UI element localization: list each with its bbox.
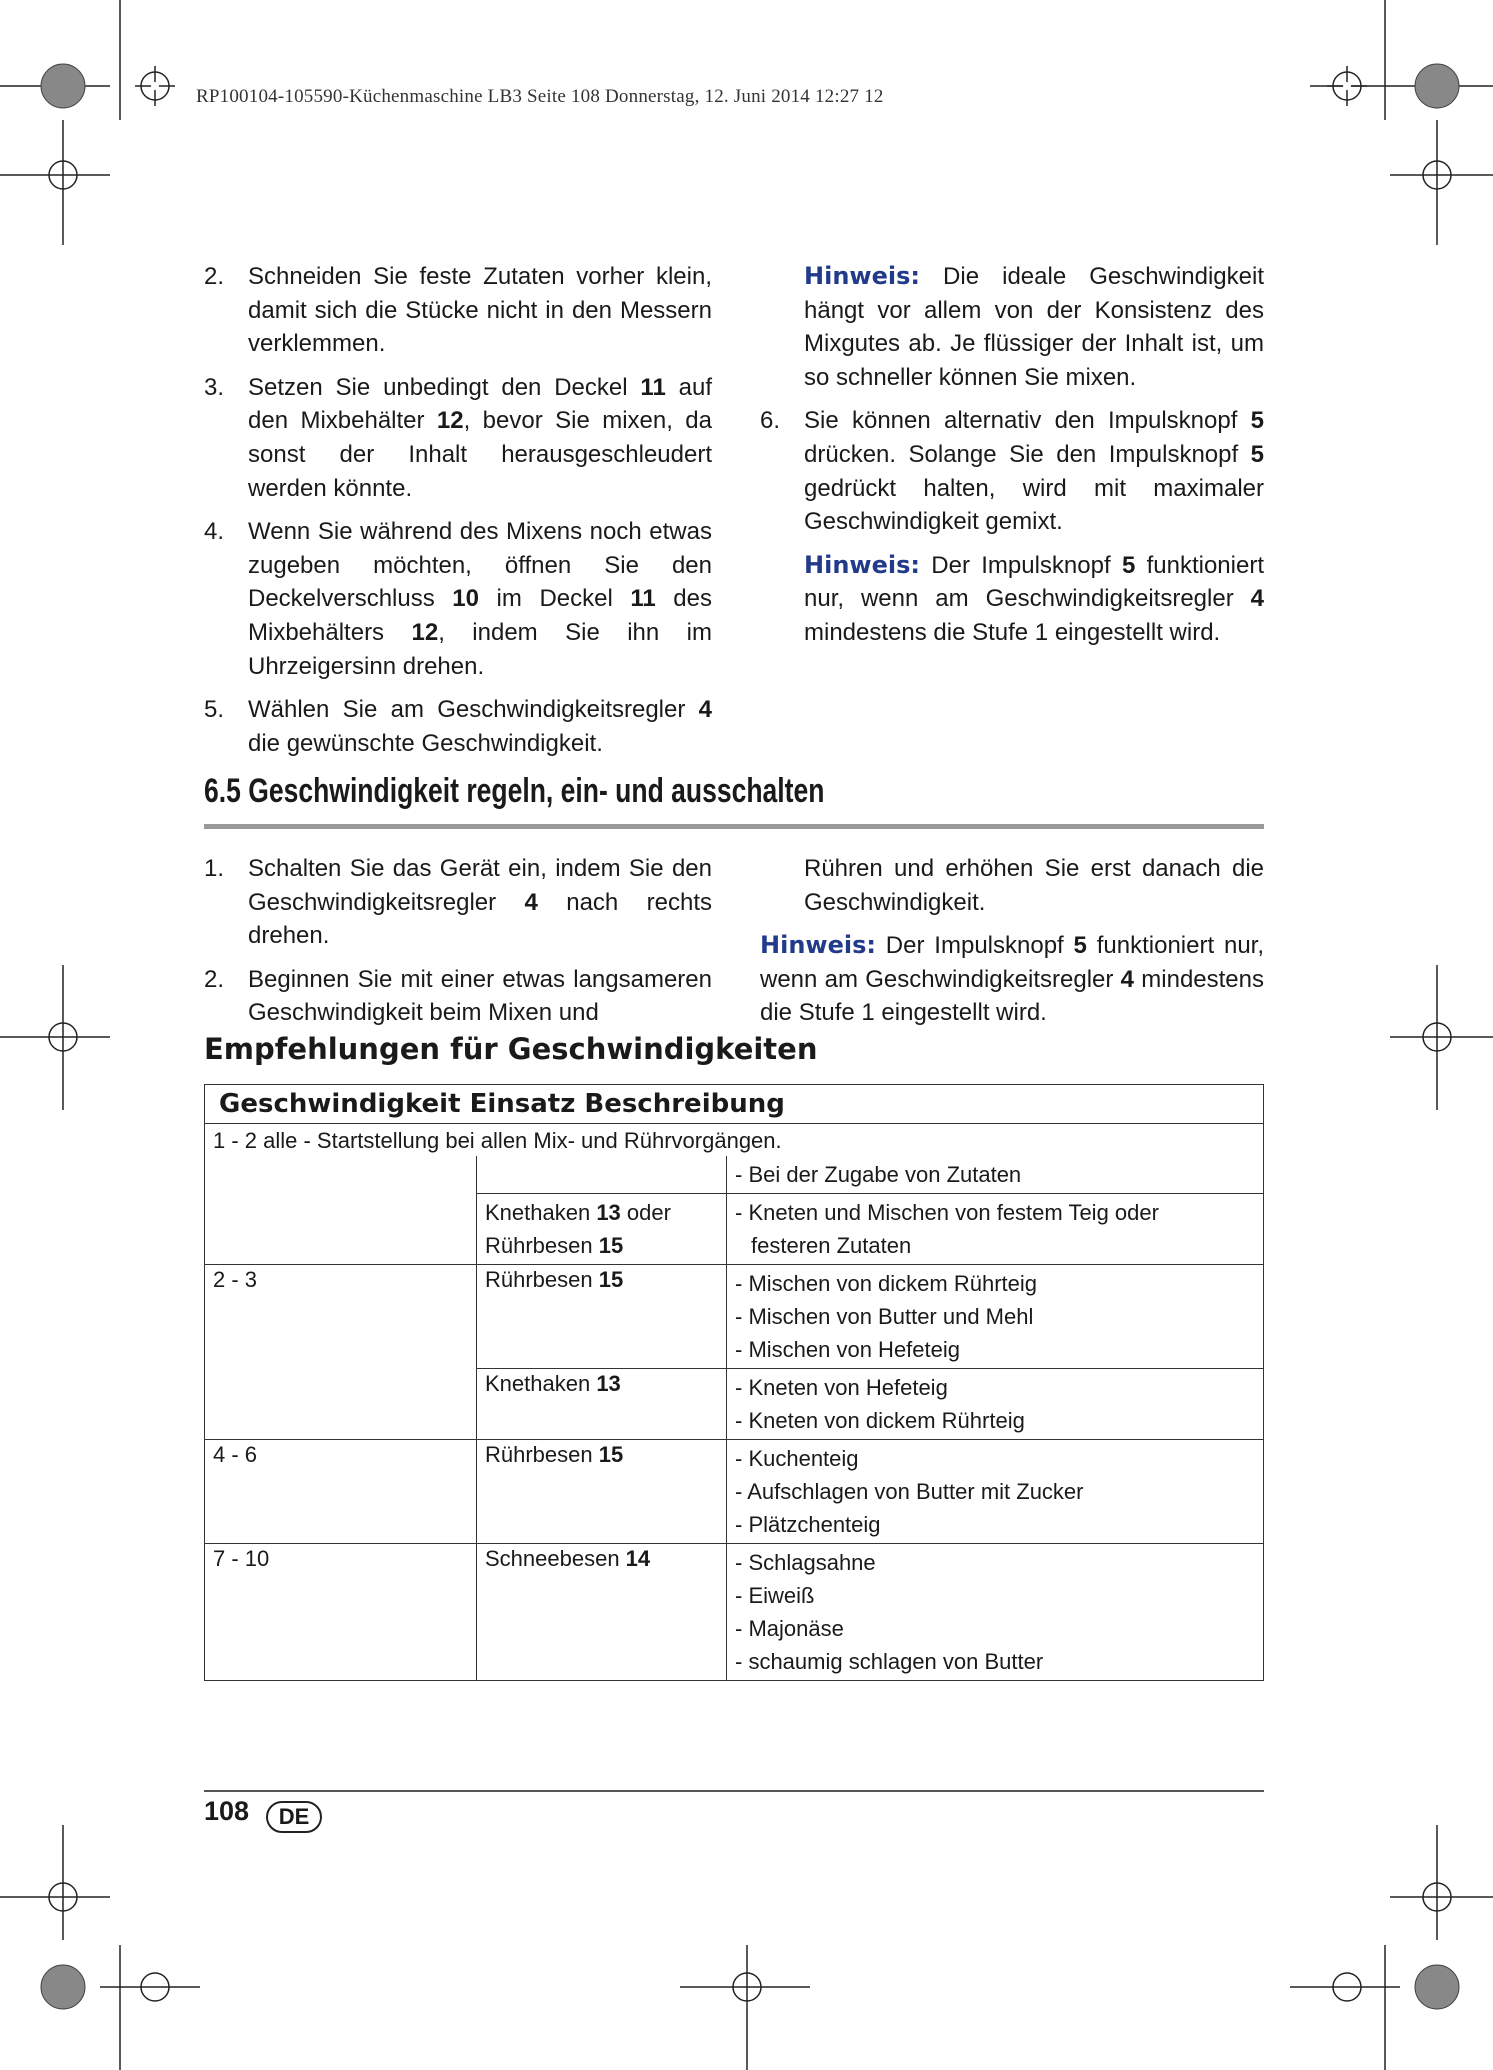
speed-cell: 7 - 10 — [205, 1544, 477, 1681]
tool-cell — [477, 1156, 727, 1194]
tool-cell: Knethaken 13 oder Rührbesen 15 — [477, 1194, 727, 1265]
speed-cell — [205, 1156, 477, 1194]
list-item: 4. Wenn Sie während des Mixens noch etwas zugeben möchten, öffnen Sie den Deckelverschluss 10 im Deckel 11 des Mixbehälters 12, indem Sie ihn im Uhrzeigersinn drehen. — [204, 518, 712, 680]
list-item: 6. Sie können alternativ den Impulsknopf 5 drücken. Solange Sie den Impulsknopf 5 gedrückt halten, wird mit maximaler Geschwindigkeit gemixt. — [760, 407, 1264, 536]
section-title: 6.5 Geschwindigkeit regeln, ein- und ausschalten — [204, 772, 825, 810]
print-header: RP100104-105590-Küchenmaschine LB3 Seite 108 Donnerstag, 12. Juni 2014 12:27 12 — [196, 86, 884, 107]
section-left-column — [204, 852, 712, 1040]
right-column — [760, 260, 1264, 660]
desc-cell: - Bei der Zugabe von Zutaten — [727, 1156, 1264, 1194]
section-right-column — [760, 852, 1264, 1040]
footer-divider — [204, 1790, 1264, 1792]
tool-cell: Rührbesen 15 — [477, 1265, 727, 1369]
list-item: 2. Beginnen Sie mit einer etwas langsameren Geschwindigkeit beim Mixen und — [204, 965, 712, 1027]
desc-cell: - Kuchenteig - Aufschlagen von Butter mit Zucker - Plätzchenteig — [727, 1440, 1264, 1544]
note: Hinweis: Der Impulsknopf 5 funktioniert nur, wenn am Geschwindigkeitsregler 4 mindestens die Stufe 1 eingestellt wird. — [804, 550, 1264, 646]
list-item: 3. Setzen Sie unbedingt den Deckel 11 auf den Mixbehälter 12, bevor Sie mixen, da sonst der Inhalt herausgeschleudert werden könnte. — [204, 373, 712, 502]
continued-text: Rühren und erhöhen Sie erst danach die Geschwindigkeit. — [804, 855, 1264, 916]
table-row — [205, 1194, 1264, 1265]
table-row — [205, 1544, 1264, 1681]
language-badge: DE — [266, 1801, 322, 1833]
table-header: Geschwindigkeit Einsatz Beschreibung — [205, 1085, 1264, 1124]
desc-cell: - Kneten von Hefeteig - Kneten von dickem Rührteig — [727, 1369, 1264, 1440]
speed-cell — [205, 1194, 477, 1265]
note: Hinweis: Die ideale Geschwindigkeit hängt vor allem von der Konsistenz des Mixgutes ab. Je flüssiger der Inhalt ist, um so schneller können Sie mixen. — [804, 262, 1264, 391]
note: Hinweis: Der Impulsknopf 5 funktioniert nur, wenn am Geschwindigkeitsregler 4 mindestens die Stufe 1 eingestellt wird. — [760, 931, 1265, 1027]
table-row — [205, 1156, 1264, 1194]
speed-cell: 2 - 3 — [205, 1265, 477, 1369]
speed-cell: 4 - 6 — [205, 1440, 477, 1544]
intro-cell: 1 - 2 alle - Startstellung bei allen Mix- und Rührvorgängen. — [205, 1124, 1264, 1157]
table-heading: Empfehlungen für Geschwindigkeiten — [204, 1032, 818, 1066]
desc-cell: - Kneten und Mischen von festem Teig oder festeren Zutaten — [727, 1194, 1264, 1265]
left-column — [204, 260, 712, 770]
speed-cell — [205, 1369, 477, 1440]
table-header-row — [205, 1085, 1264, 1124]
section-divider — [204, 824, 1264, 829]
tool-cell: Rührbesen 15 — [477, 1440, 727, 1544]
desc-cell: - Mischen von dickem Rührteig - Mischen von Butter und Mehl - Mischen von Hefeteig — [727, 1265, 1264, 1369]
tool-cell: Knethaken 13 — [477, 1369, 727, 1440]
desc-cell: - Schlagsahne - Eiweiß - Majonäse - schaumig schlagen von Butter — [727, 1544, 1264, 1681]
list-item: 2. Schneiden Sie feste Zutaten vorher klein, damit sich die Stücke nicht in den Messern verklemmen. — [204, 263, 712, 358]
list-item: 1. Schalten Sie das Gerät ein, indem Sie den Geschwindigkeitsregler 4 nach rechts drehen. — [204, 855, 713, 950]
tool-cell: Schneebesen 14 — [477, 1544, 727, 1681]
table-row — [205, 1265, 1264, 1369]
table-row — [205, 1440, 1264, 1544]
table-row — [205, 1369, 1264, 1440]
speed-table — [204, 1084, 1264, 1681]
page-number: 108 — [204, 1796, 250, 1826]
table-row — [205, 1124, 1264, 1157]
list-item: 5. Wählen Sie am Geschwindigkeitsregler 4 die gewünschte Geschwindigkeit. — [204, 696, 712, 757]
